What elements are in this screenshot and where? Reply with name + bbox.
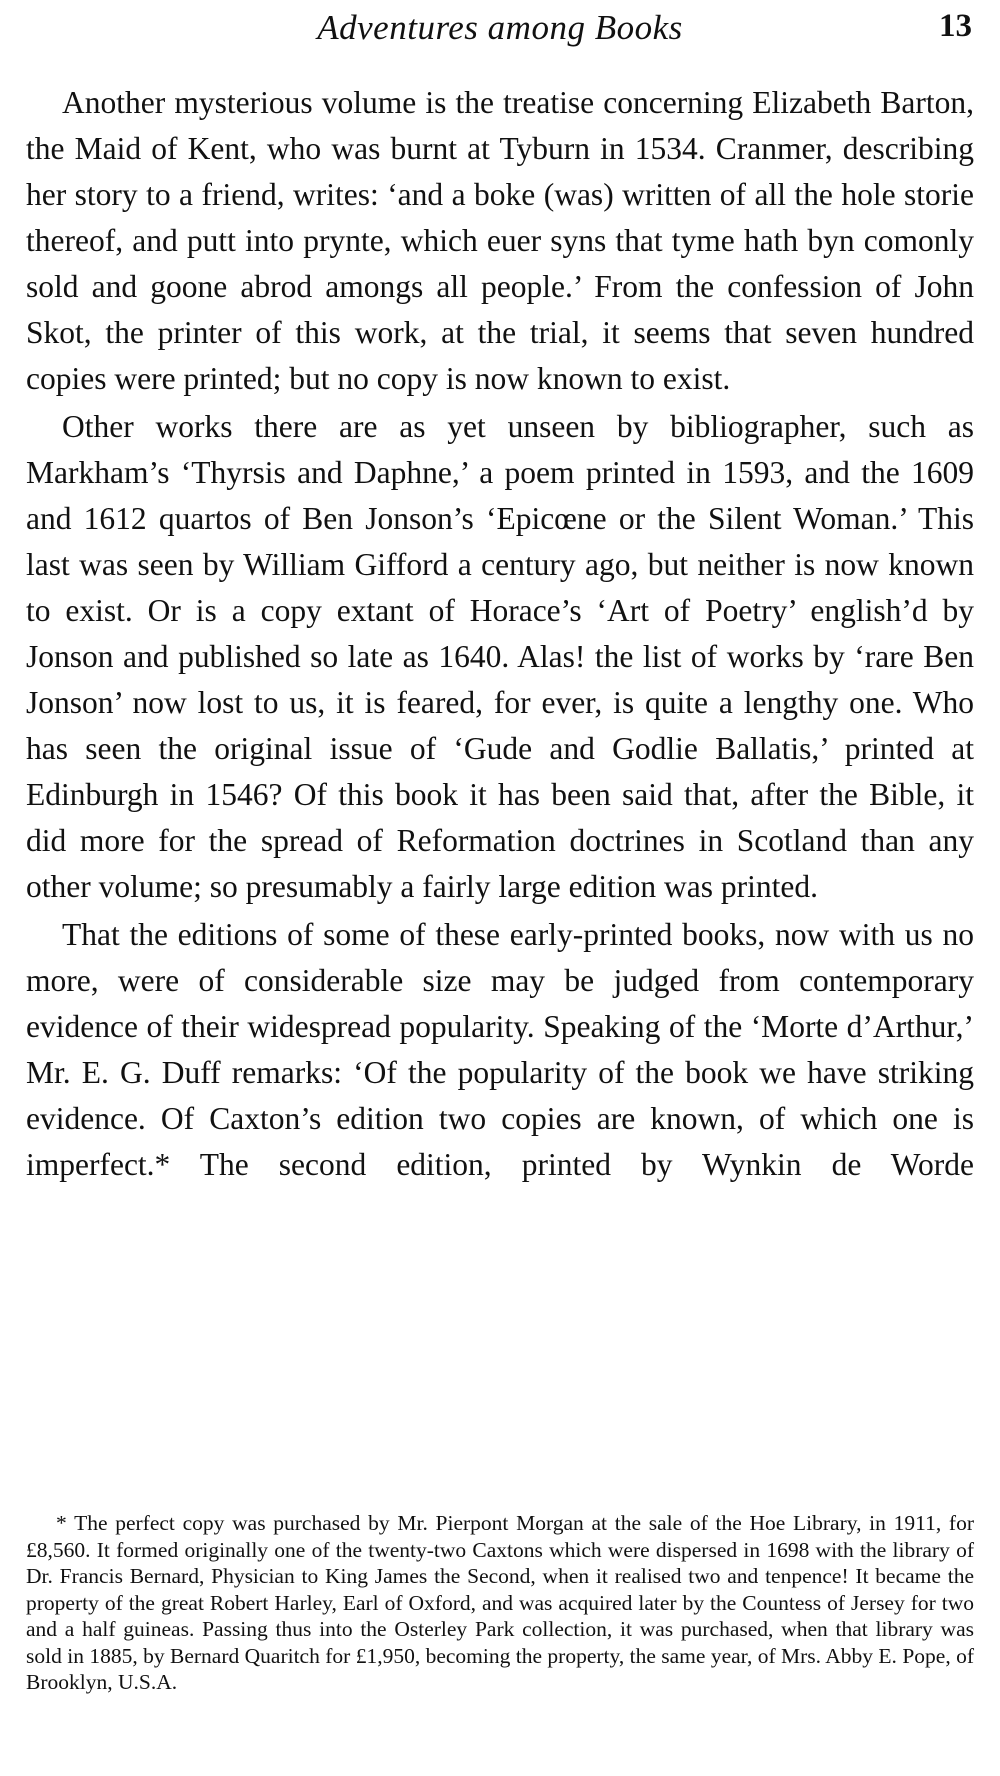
paragraph: Other works there are as yet unseen by bibliographer, such as Markham’s ‘Thyrsis and Daphne,’ a poem printed in 1593, and the 1609 and 1612 quartos of Ben Jonson’s ‘Epicœne or the Silent Woman.’ This last was seen by William Gifford a century ago, but neither is now known to exist. Or is a copy extant of Horace’s ‘Art of Poetry’ english’d by Jonson and published so late as 1640. Alas! the list of works by ‘rare Ben Jonson’ now lost to us, it is feared, for ever, is quite a lengthy one. Who has seen the original issue of ‘Gude and Godlie Ballatis,’ printed at Edinburgh in 1546? Of this book it has been said that, after the Bible, it did more for the spread of Reformation doctrines in Scotland than any other volume; so presumably a fairly large edition was printed. [26, 409, 974, 904]
footnote [26, 1510, 974, 1696]
paragraph: That the editions of some of these early-printed books, now with us no more, were of considerable size may be judged from contemporary evidence of their widespread popularity. Speaking of the ‘Morte d’Arthur,’ Mr. E. G. Duff remarks: ‘Of the popularity of the book we have striking evidence. Of Caxton’s edition two copies are known, of which one is imperfect.* The second edition, printed by Wynkin de Worde [26, 917, 974, 1182]
running-head [26, 0, 974, 80]
book-page [26, 0, 974, 1188]
running-title: Adventures among Books [317, 8, 683, 47]
paragraph: Another mysterious volume is the treatise concerning Elizabeth Barton, the Maid of Kent, who was burnt at Tyburn in 1534. Cranmer, describing her story to a friend, writes: ‘and a boke (was) written of all the hole storie thereof, and putt into prynte, which euer syns that tyme hath byn comonly sold and goone abrod amongs all people.’ From the confession of John Skot, the printer of this work, at the trial, it seems that seven hundred copies were printed; but no copy is now known to exist. [26, 85, 974, 396]
footnote-text: * The perfect copy was purchased by Mr. Pierpont Morgan at the sale of the Hoe Library, in 1911, for £8,560. It formed originally one of the twenty-two Caxtons which were dispersed in 1698 with the library of Dr. Francis Bernard, Physician to King James the Second, when it realised two and tenpence! It became the property of the great Robert Harley, Earl of Oxford, and was acquired later by the Countess of Jersey for two and a half guineas. Passing thus into the Osterley Park collection, it was purchased, when that library was sold in 1885, by Bernard Quaritch for £1,950, becoming the property, the same year, of Mrs. Abby E. Pope, of Brooklyn, U.S.A. [26, 1511, 974, 1694]
body-text [26, 80, 974, 1188]
page-number: 13 [939, 8, 972, 44]
